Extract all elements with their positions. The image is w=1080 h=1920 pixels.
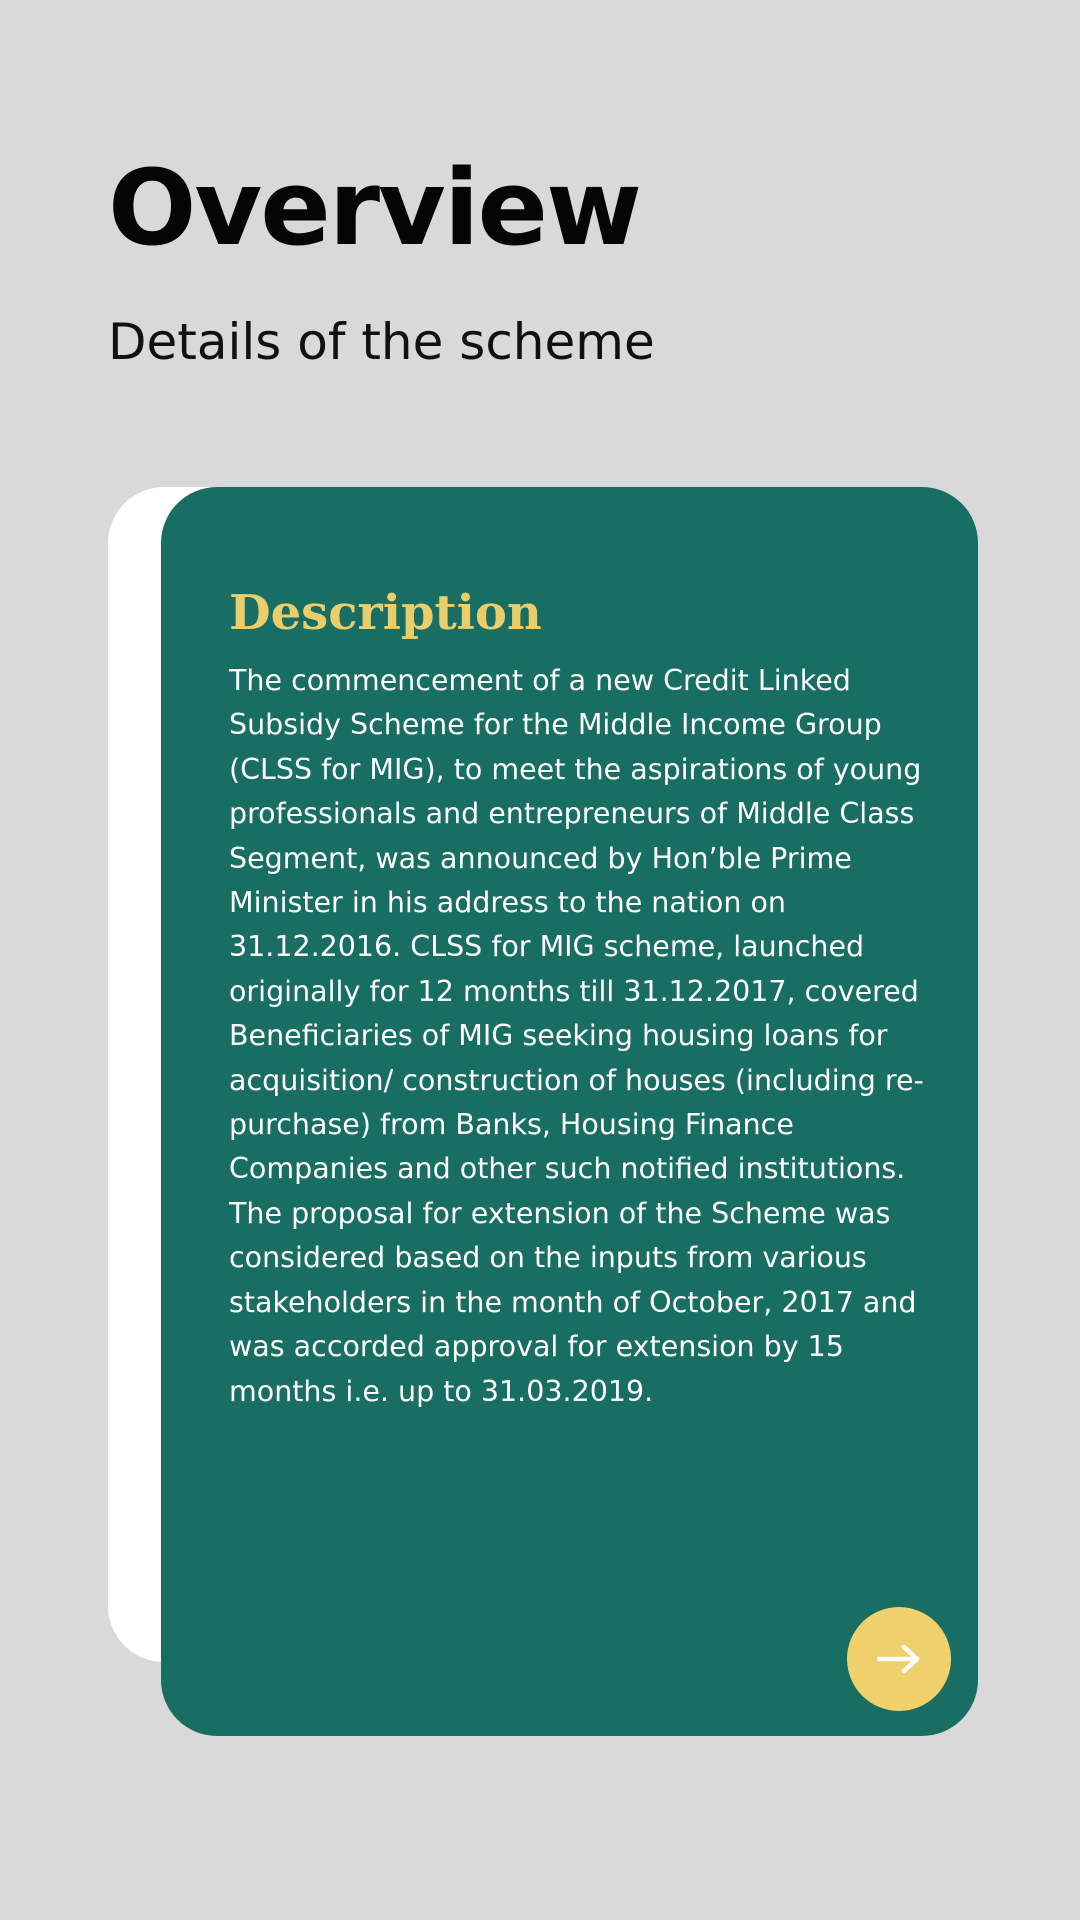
card-description-text: The commencement of a new Credit Linked Subsidy Scheme for the Middle Income Group (CLSS for MIG), to meet the aspirations of young professionals and entrepreneurs of Middle Class Segment, was announced by Hon’ble Prime Minister in his address to the nation on 31.12.2016. CLSS for MIG scheme, launched originally for 12 months till 31.12.2017, covered Beneficiaries of MIG seeking housing loans for acquisition/ construction of houses (including re-purchase) from Banks, Housing Finance Companies and other such notified institutions. The proposal for extension of the Scheme was considered based on the inputs from various stakeholders in the month of October, 2017 and was accorded approval for extension by 15 months i.e. up to 31.03.2019. <box>229 664 924 1408</box>
page-subtitle: Details of the scheme <box>108 313 655 371</box>
page-title: Overview <box>108 147 641 269</box>
card-heading: Description <box>229 585 542 641</box>
next-button[interactable] <box>847 1607 951 1711</box>
description-card <box>161 487 978 1736</box>
arrow-right-icon <box>877 1644 921 1674</box>
